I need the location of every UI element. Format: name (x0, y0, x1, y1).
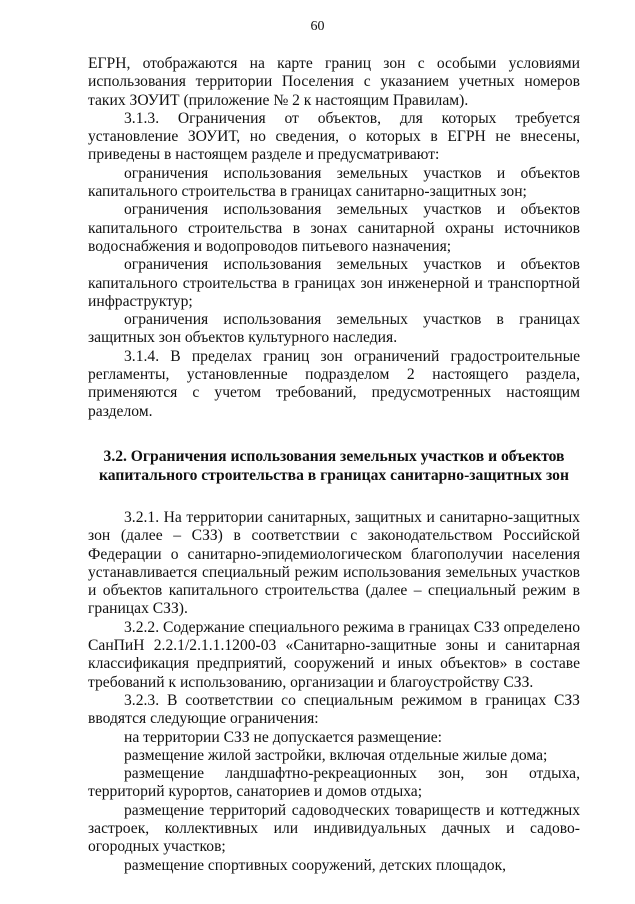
paragraph-3-1-4: 3.1.4. В пределах границ зон ограничений градостроительные регламенты, установленные подразделом 2 настоящего раздела, применяются с учетом требований, предусмотренных настоящим разделом. (88, 347, 580, 420)
list-intro: на территории СЗЗ не допускается размещение: (124, 728, 443, 746)
list-item-recreation: размещение ландшафтно-рекреационных зон, зон отдыха, территорий курортов, санаториев и домов отдыха; (88, 765, 580, 801)
list-item-szz: ограничения использования земельных участков и объектов капитального строительства в границах санитарно-защитных зон; (88, 164, 580, 201)
list-item-sports: размещение спортивных сооружений, детских площадок, (124, 856, 507, 874)
paragraph-3-2-1: 3.2.1. На территории санитарных, защитных и санитарно-защитных зон (далее – СЗЗ) в соответствии с законодательством Российской Федерации о санитарно-эпидемиологическом благополучии населения устанавливается специальный режим использования земельных участков и объектов капитального строительства (далее – специальный режим в границах СЗЗ). (88, 508, 580, 618)
list-item-heritage: ограничения использования земельных участков в границах защитных зон объектов культурного наследия. (88, 311, 580, 347)
paragraph-continuation: ЕГРН, отображаются на карте границ зон с особыми условиями использования территории Поселения с указанием учетных номеров таких ЗОУИТ (приложение № 2 к настоящим Правилам). (88, 55, 580, 109)
paragraphs-after (88, 509, 580, 875)
list-item-zso: ограничения использования земельных участков и объектов капитального строительства в зонах санитарной охраны источников водоснабжения и водопроводов питьевого назначения; (88, 201, 580, 255)
list-item-gardening: размещение территорий садоводческих товариществ и коттеджных застроек, коллективных или индивидуальных дачных и садово-огородных участков; (88, 801, 580, 856)
section-heading: 3.2. Ограничения использования земельных участков и объектов капитального строительства в границах санитарно-защитных зон (99, 447, 569, 484)
page-number: 60 (310, 19, 325, 34)
paragraphs-before (88, 55, 580, 421)
paragraph-3-1-3: 3.1.3. Ограничения от объектов, для которых требуется установление ЗОУИТ, но сведения, о которых в ЕГРН не внесены, приведены в настоящем разделе и предусматривают: (88, 109, 580, 164)
list-item-infrastructure: ограничения использования земельных участков и объектов капитального строительства в границах зон инженерной и транспортной инфраструктур; (88, 256, 580, 310)
paragraph-3-2-2: 3.2.2. Содержание специального режима в границах СЗЗ определено СанПиН 2.2.1/2.1.1.1200-03 «Санитарно-защитные зоны и санитарная классификация предприятий, сооружений и иных объектов» в составе требований к использованию, организации и благоустройству СЗЗ. (88, 618, 580, 691)
paragraph-3-2-3: 3.2.3. В соответствии со специальным режимом в границах СЗЗ вводятся следующие ограничения: (88, 691, 580, 728)
document-body (88, 55, 580, 875)
list-item-housing: размещение жилой застройки, включая отдельные жилые дома; (124, 746, 548, 764)
